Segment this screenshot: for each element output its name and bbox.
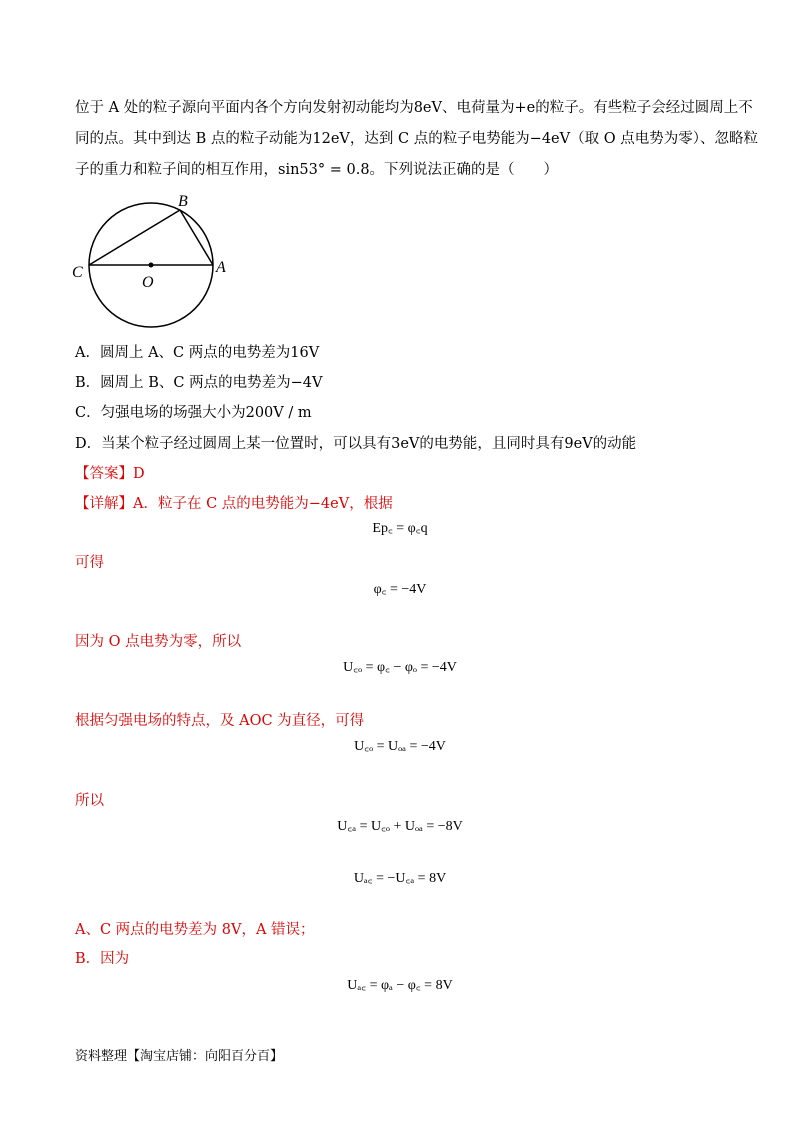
label-C: C xyxy=(72,264,83,281)
label-A: A xyxy=(216,259,226,276)
option-C: C．匀强电场的场强大小为200V / m xyxy=(75,405,312,421)
text-uniform-field: 根据匀强电场的特点，及 AOC 为直径，可得 xyxy=(75,713,365,729)
problem-line-1: 位于 A 处的粒子源向平面内各个方向发射初动能均为8eV、电荷量为+e的粒子。有些粒子会经过圆周上不 xyxy=(75,100,753,116)
option-B: B．圆周上 B、C 两点的电势差为−4V xyxy=(75,375,323,391)
equation-5: U꜀ₐ = U꜀ₒ + Uₒₐ = −8V xyxy=(337,819,463,834)
answer-label: 【答案】D xyxy=(75,466,145,482)
label-O: O xyxy=(142,274,154,291)
text-suoyi: 所以 xyxy=(75,793,104,809)
text-kede: 可得 xyxy=(75,555,104,571)
equation-4: U꜀ₒ = Uₒₐ = −4V xyxy=(354,739,446,754)
text-because-O: 因为 O 点电势为零，所以 xyxy=(75,634,242,650)
equation-7: Uₐ꜀ = φₐ − φ꜀ = 8V xyxy=(347,978,453,993)
equation-6: Uₐ꜀ = −U꜀ₐ = 8V xyxy=(353,871,447,886)
circle-diagram xyxy=(70,190,250,335)
equation-2: φ꜀ = −4V xyxy=(373,582,427,597)
option-A: A．圆周上 A、C 两点的电势差为16V xyxy=(75,345,320,361)
text-A-wrong: A、C 两点的电势差为 8V，A 错误； xyxy=(75,922,315,938)
option-D: D．当某个粒子经过圆周上某一位置时，可以具有3eV的电势能，且同时具有9eV的动能 xyxy=(75,436,637,452)
detail-intro: 【详解】A．粒子在 C 点的电势能为−4eV，根据 xyxy=(75,496,393,512)
equation-1: Ep꜀ = φ꜀q xyxy=(372,521,428,536)
equation-3: U꜀ₒ = φ꜀ − φₒ = −4V xyxy=(343,660,457,675)
footer-source: 资料整理【淘宝店铺：向阳百分百】 xyxy=(75,1049,284,1064)
center-point xyxy=(149,263,154,268)
problem-line-3: 子的重力和粒子间的相互作用，sin53° = 0.8。下列说法正确的是（ ） xyxy=(75,162,559,178)
problem-line-2: 同的点。其中到达 B 点的粒子动能为12eV，达到 C 点的粒子电势能为−4eV（取 O 点电势为零）、忽略粒 xyxy=(75,131,758,147)
text-B-because: B．因为 xyxy=(75,951,130,967)
chord-CB xyxy=(89,210,180,265)
label-B: B xyxy=(178,193,188,210)
chord-BA xyxy=(180,210,213,265)
